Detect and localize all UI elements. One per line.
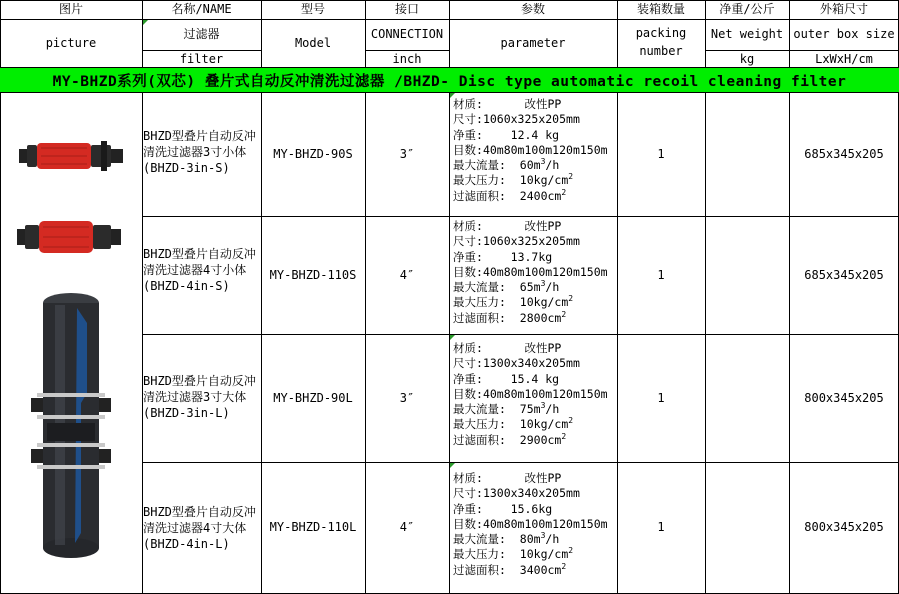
header-weight-cn: 净重/公斤 [719, 2, 775, 16]
param-flow: 60m [519, 158, 541, 173]
header-connection-en: CONNECTION [370, 27, 444, 41]
superscript-square: 2 [561, 561, 567, 571]
param-flow-label: 最大流量: [453, 280, 506, 295]
param-weight-label: 净重: [453, 249, 483, 264]
product-box-4: 800x345x205 [804, 520, 884, 534]
param-material: 改性PP [524, 341, 562, 355]
param-mesh: 40m80m100m120m150m [482, 264, 608, 279]
param-mesh-label: 目数: [453, 516, 483, 531]
param-weight: 13.7kg [510, 249, 553, 264]
param-flow-label: 最大流量: [453, 158, 506, 173]
param-pressure-label: 最大压力: [453, 295, 506, 310]
superscript-cube: 3 [540, 401, 546, 411]
superscript-cube: 3 [540, 531, 546, 541]
product-box-3: 800x345x205 [804, 390, 884, 405]
product-model-2: MY-BHZD-110S [269, 267, 357, 282]
param-flow-unit: /h [545, 280, 560, 295]
product-connection-1: 3″ [399, 146, 415, 161]
product-name-3: BHZD型叠片自动反冲清洗过滤器3寸大体(BHZD-3in-L) [143, 374, 256, 420]
param-flow-unit: /h [545, 158, 560, 173]
param-mesh: 40m80m100m120m150m [482, 386, 608, 401]
param-pressure-label: 最大压力: [453, 173, 506, 188]
param-size: 1300x340x205mm [482, 356, 580, 371]
superscript-square: 2 [568, 416, 574, 426]
param-area: 2400cm [519, 188, 562, 203]
param-flow-unit: /h [545, 402, 560, 417]
filter-small-3in-image [19, 141, 123, 171]
param-flow-label: 最大流量: [453, 532, 506, 547]
param-area: 3400cm [519, 562, 562, 577]
filter-product-images [1, 93, 142, 593]
header-picture-cn: 图片 [58, 2, 83, 16]
param-pressure: 10kg/cm [519, 295, 569, 310]
param-size: 1060x325x205mm [482, 234, 580, 249]
param-area-label: 过滤面积: [453, 432, 506, 447]
param-area-label: 过滤面积: [453, 310, 506, 325]
param-area: 2900cm [519, 432, 562, 447]
param-area: 2800cm [519, 310, 562, 325]
product-params-3 [453, 341, 608, 448]
product-packing-3: 1 [657, 390, 665, 405]
param-size: 1060x325x205mm [482, 112, 580, 127]
param-area-label: 过滤面积: [453, 562, 506, 577]
param-material: 改性PP [524, 471, 562, 485]
param-material-label: 材质: [453, 97, 483, 111]
param-area-label: 过滤面积: [453, 188, 506, 203]
header-packing-en-2: number [639, 43, 683, 58]
param-weight-label: 净重: [453, 501, 483, 516]
product-name-2: BHZD型叠片自动反冲清洗过滤器4寸小体(BHZD-4in-S) [143, 247, 256, 293]
product-connection-2: 4″ [399, 267, 415, 282]
product-packing-1: 1 [657, 146, 665, 161]
param-pressure-label: 最大压力: [453, 547, 506, 562]
param-flow-unit: /h [545, 532, 560, 547]
superscript-cube: 3 [540, 157, 546, 167]
param-flow: 80m [519, 532, 541, 547]
param-mesh-label: 目数: [453, 386, 483, 401]
header-parameter-cn: 参数 [520, 2, 545, 16]
product-box-1: 685x345x205 [804, 146, 884, 161]
product-params-1 [453, 97, 608, 204]
param-weight-label: 净重: [453, 371, 483, 386]
param-size: 1300x340x205mm [482, 486, 580, 501]
product-net-weight-2 [705, 216, 789, 334]
param-pressure-label: 最大压力: [453, 417, 506, 432]
param-size-label: 尺寸: [453, 112, 483, 127]
product-params-2 [453, 219, 608, 326]
header-packing-en-1: packing [635, 25, 687, 40]
param-size-label: 尺寸: [453, 356, 483, 371]
superscript-square: 2 [568, 546, 574, 556]
param-mesh-label: 目数: [453, 264, 483, 279]
superscript-square: 2 [568, 294, 574, 304]
product-net-weight-3 [705, 334, 789, 462]
superscript-square: 2 [561, 309, 567, 319]
param-weight: 12.4 kg [510, 127, 560, 142]
product-connection-4: 4″ [399, 520, 415, 534]
param-mesh: 40m80m100m120m150m [482, 142, 608, 157]
superscript-square: 2 [561, 431, 567, 441]
product-model-1: MY-BHZD-90S [273, 146, 353, 161]
header-weight-unit: kg [739, 51, 755, 66]
cell-marker [143, 20, 148, 25]
param-pressure: 10kg/cm [519, 417, 569, 432]
param-mesh: 40m80m100m120m150m [482, 516, 608, 531]
header-name-filter-cn: 过滤器 [183, 27, 220, 41]
param-size-label: 尺寸: [453, 486, 483, 501]
param-material-label: 材质: [453, 471, 483, 485]
grid-line [449, 92, 450, 594]
header-connection-unit: inch [392, 51, 422, 66]
product-box-2: 685x345x205 [804, 267, 884, 282]
product-name-1: BHZD型叠片自动反冲清洗过滤器3寸小体(BHZD-3in-S) [143, 129, 256, 175]
header-model-cn: 型号 [300, 2, 325, 16]
param-material: 改性PP [524, 219, 562, 233]
cell-marker [450, 335, 455, 340]
product-model-4: MY-BHZD-110L [269, 520, 357, 534]
filter-small-4in-image [17, 221, 121, 253]
series-banner: MY-BHZD系列(双芯) 叠片式自动反冲清洗过滤器 /BHZD- Disc type automatic recoil cleaning filter [0, 68, 899, 92]
header-weight-en: Net weight [710, 27, 784, 41]
param-flow: 75m [519, 402, 541, 417]
product-net-weight-1 [705, 92, 789, 216]
param-weight-label: 净重: [453, 127, 483, 142]
product-name-4: BHZD型叠片自动反冲清洗过滤器4寸大体(BHZD-4in-L) [143, 505, 256, 551]
header-picture-en: picture [45, 36, 97, 50]
header-connection-cn: 接口 [394, 2, 419, 16]
product-params-4 [453, 471, 608, 578]
param-size-label: 尺寸: [453, 234, 483, 249]
header-model-en: Model [294, 36, 332, 50]
param-material: 改性PP [524, 97, 562, 111]
header-packing-cn: 装箱数量 [636, 2, 685, 16]
product-packing-4: 1 [657, 520, 665, 534]
superscript-cube: 3 [540, 279, 546, 289]
product-connection-3: 3″ [399, 390, 415, 405]
cell-marker [450, 93, 455, 98]
param-mesh-label: 目数: [453, 142, 483, 157]
filter-large-image [31, 293, 111, 558]
param-flow: 65m [519, 280, 541, 295]
header-box-cn: 外箱尺寸 [819, 2, 868, 16]
param-pressure: 10kg/cm [519, 547, 569, 562]
header-name-cn: 名称/NAME [171, 2, 232, 16]
product-net-weight-4 [705, 462, 789, 593]
param-weight: 15.6kg [510, 501, 553, 516]
superscript-square: 2 [568, 172, 574, 182]
param-material-label: 材质: [453, 341, 483, 355]
header-box-unit: LxWxH/cm [815, 51, 873, 66]
header-parameter-en: parameter [500, 36, 566, 50]
param-weight: 15.4 kg [510, 371, 560, 386]
header-box-en: outer box size [793, 27, 895, 41]
param-flow-label: 最大流量: [453, 402, 506, 417]
param-pressure: 10kg/cm [519, 173, 569, 188]
product-model-3: MY-BHZD-90L [273, 390, 353, 405]
param-material-label: 材质: [453, 219, 483, 233]
header-name-filter-en: filter [179, 51, 224, 66]
cell-marker [450, 463, 455, 468]
superscript-square: 2 [561, 187, 567, 197]
product-packing-2: 1 [657, 267, 665, 282]
